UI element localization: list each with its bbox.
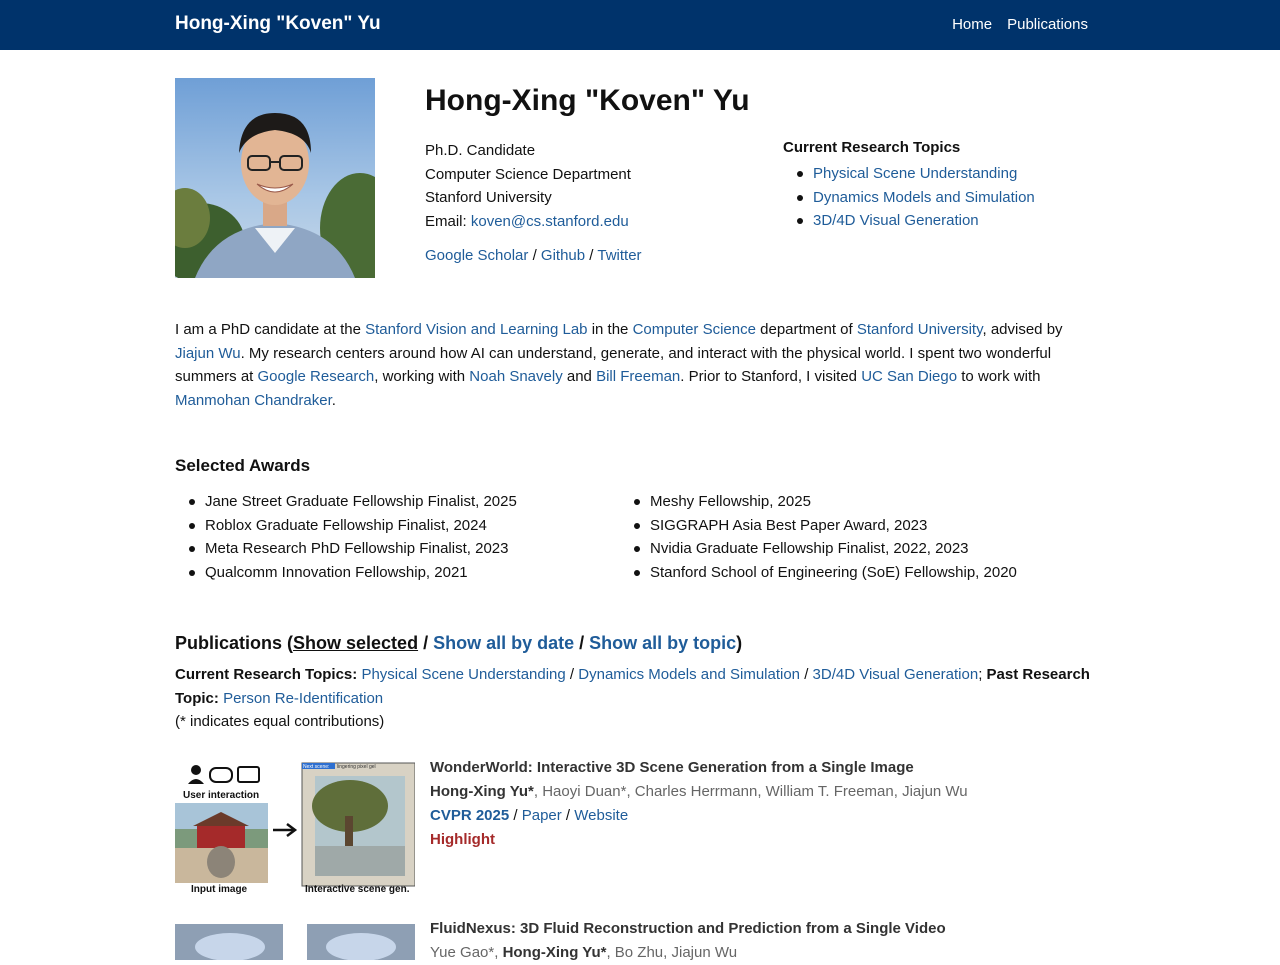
thumb-label-output: Interactive scene gen. bbox=[305, 884, 410, 895]
cs-link[interactable]: Computer Science bbox=[632, 321, 756, 338]
google-research-link[interactable]: Google Research bbox=[257, 368, 375, 386]
publication-authors bbox=[430, 780, 968, 804]
filter-person-reid[interactable]: Person Re-Identification bbox=[223, 689, 384, 707]
nav-link-publications[interactable]: Publications bbox=[1007, 16, 1088, 33]
research-topics-list bbox=[783, 162, 1035, 233]
publications-heading-text: Publications ( bbox=[175, 633, 294, 653]
thumb-label-interaction: User interaction bbox=[183, 790, 260, 801]
publication-details bbox=[430, 917, 946, 965]
publication-authors bbox=[430, 941, 946, 965]
past-topic-label: Past Research Topic: bbox=[175, 666, 1090, 707]
separator: / bbox=[574, 633, 590, 653]
bio-text: , working with bbox=[374, 368, 470, 386]
google-scholar-link[interactable]: Google Scholar bbox=[425, 247, 529, 264]
authors-rest: , Haoyi Duan*, Charles Herrmann, William T. Freeman, Jiajun Wu bbox=[533, 783, 968, 800]
email-link[interactable]: koven@cs.stanford.edu bbox=[470, 213, 629, 231]
page-title: Hong-Xing "Koven" Yu bbox=[425, 84, 750, 117]
department-text: Computer Science Department bbox=[425, 165, 631, 183]
list-item: Meta Research PhD Fellowship Finalist, 2023 bbox=[175, 537, 517, 561]
bio-text: , advised by bbox=[982, 321, 1063, 338]
show-selected-link[interactable]: Show selected bbox=[293, 633, 419, 653]
svl-link[interactable]: Stanford Vision and Learning Lab bbox=[365, 321, 588, 338]
advisor-link[interactable]: Jiajun Wu bbox=[175, 344, 241, 362]
list-item: Roblox Graduate Fellowship Finalist, 2024 bbox=[175, 514, 517, 538]
publication-title: WonderWorld: Interactive 3D Scene Generation from a Single Image bbox=[430, 759, 914, 776]
list-item: SIGGRAPH Asia Best Paper Award, 2023 bbox=[620, 514, 1017, 538]
profile-photo bbox=[175, 78, 375, 278]
university-text: Stanford University bbox=[425, 189, 552, 207]
publication-details bbox=[430, 756, 968, 852]
email-row bbox=[425, 210, 631, 234]
filter-3d4d[interactable]: 3D/4D Visual Generation bbox=[812, 666, 979, 683]
publication-thumbnail bbox=[175, 917, 415, 960]
thumb-label-input: Input image bbox=[191, 884, 248, 895]
topic-link[interactable]: 3D/4D Visual Generation bbox=[813, 212, 979, 230]
bio-text: department of bbox=[755, 321, 857, 338]
nav-links bbox=[952, 16, 1088, 33]
filter-physical-scene[interactable]: Physical Scene Understanding bbox=[361, 666, 566, 683]
author-me: Hong-Xing Yu* bbox=[430, 783, 534, 800]
equal-contribution-note: (* indicates equal contributions) bbox=[175, 713, 385, 731]
topic-link[interactable]: Physical Scene Understanding bbox=[813, 165, 1018, 182]
list-item: Stanford School of Engineering (SoE) Fellowship, 2020 bbox=[620, 561, 1017, 585]
awards-title: Selected Awards bbox=[175, 456, 311, 475]
authors-rest: , Bo Zhu, Jiajun Wu bbox=[606, 944, 738, 961]
contact-info bbox=[425, 139, 631, 234]
navbar bbox=[0, 0, 1280, 50]
manmohan-link[interactable]: Manmohan Chandraker bbox=[175, 392, 332, 410]
ucsd-link[interactable]: UC San Diego bbox=[861, 368, 958, 386]
venue-label: CVPR 2025 bbox=[430, 807, 510, 824]
author-me: Hong-Xing Yu* bbox=[502, 944, 607, 961]
publication-venue: CVPR 2025 / Paper / Website bbox=[430, 807, 629, 824]
publications-heading bbox=[175, 633, 742, 654]
list-item: Qualcomm Innovation Fellowship, 2021 bbox=[175, 561, 517, 585]
show-by-date-link[interactable]: Show all by date bbox=[433, 633, 575, 653]
bio-text: to work with bbox=[957, 368, 1041, 386]
publication-title: FluidNexus: 3D Fluid Reconstruction and Prediction from a Single Video bbox=[430, 920, 946, 937]
bio-text: in the bbox=[587, 321, 633, 338]
paper-link[interactable]: Paper bbox=[521, 807, 562, 824]
thumb-label-next-scene: Next scene: bbox=[303, 764, 330, 770]
awards-list-right bbox=[620, 490, 1017, 585]
separator: / bbox=[589, 247, 594, 264]
publication-item bbox=[175, 756, 1095, 896]
authors-pre: Yue Gao*, bbox=[430, 944, 503, 961]
role-text: Ph.D. Candidate bbox=[425, 142, 536, 159]
list-item bbox=[783, 209, 1035, 233]
noah-snavely-link[interactable]: Noah Snavely bbox=[469, 368, 563, 386]
bio-text: and bbox=[562, 368, 597, 386]
publication-thumbnail bbox=[175, 756, 415, 895]
social-links bbox=[425, 247, 642, 264]
bio-paragraph bbox=[175, 318, 1085, 413]
list-item: Meshy Fellowship, 2025 bbox=[620, 490, 1017, 514]
stanford-link[interactable]: Stanford University bbox=[856, 321, 983, 338]
current-topics-label: Current Research Topics: bbox=[175, 666, 358, 683]
research-topics-title: Current Research Topics bbox=[783, 139, 961, 156]
highlight-badge: Highlight bbox=[430, 831, 495, 848]
website-link[interactable]: Website bbox=[574, 807, 629, 824]
awards-list-left bbox=[175, 490, 517, 585]
publication-topic-filter: Current Research Topics: Physical Scene Understanding / Dynamics Models and Simulation / 3D/4D Visual Generation; Past Research Topic: Person Re-Identification (* indicates equal contributions) bbox=[175, 663, 1090, 734]
research-topics bbox=[783, 139, 1035, 233]
list-item bbox=[783, 162, 1035, 186]
filter-dynamics[interactable]: Dynamics Models and Simulation bbox=[578, 666, 801, 683]
bio-text: . My research centers around how AI can understand, generate, and interact with the physical world. I spent two wonderful summers at bbox=[175, 344, 1052, 386]
thumb-label-prompt: lingering pixel gel bbox=[337, 764, 376, 770]
email-label: Email: bbox=[425, 213, 467, 231]
nav-brand[interactable]: Hong-Xing "Koven" Yu bbox=[175, 13, 381, 34]
list-item: Nvidia Graduate Fellowship Finalist, 2022, 2023 bbox=[620, 537, 1017, 561]
separator: / bbox=[532, 247, 537, 264]
bio-text: . bbox=[331, 392, 336, 410]
list-item: Jane Street Graduate Fellowship Finalist, 2025 bbox=[175, 490, 517, 514]
github-link[interactable]: Github bbox=[540, 247, 586, 264]
nav-link-home[interactable]: Home bbox=[952, 16, 993, 33]
bio-text: I am a PhD candidate at the bbox=[175, 321, 366, 338]
separator: / bbox=[418, 633, 434, 653]
topic-link[interactable]: Dynamics Models and Simulation bbox=[813, 188, 1035, 206]
publication-item bbox=[175, 917, 1095, 960]
twitter-link[interactable]: Twitter bbox=[597, 247, 642, 264]
bill-freeman-link[interactable]: Bill Freeman bbox=[596, 368, 681, 386]
bio-text: . Prior to Stanford, I visited bbox=[680, 368, 862, 386]
publications-heading-close: ) bbox=[736, 633, 743, 653]
list-item bbox=[783, 186, 1035, 210]
show-by-topic-link[interactable]: Show all by topic bbox=[589, 633, 737, 653]
